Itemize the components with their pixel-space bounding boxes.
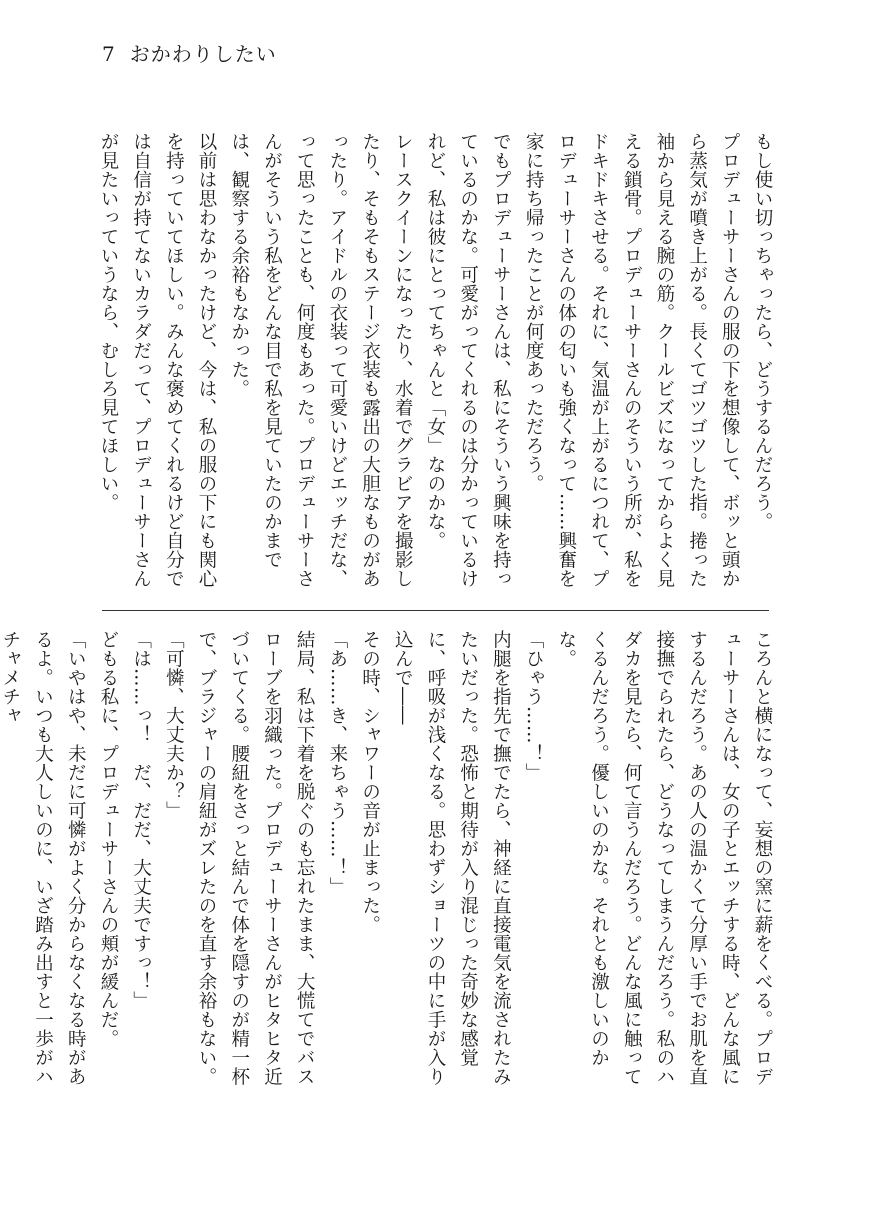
chapter-title: おかわりしたい xyxy=(129,42,277,66)
text-block-lower xyxy=(0,630,778,1100)
running-header xyxy=(102,38,277,67)
paragraph: 以前は思わなかったけど、今は、私の服の下にも関心を持っていてほしい。みんな褒めてくれるけど自分では自信が持てないカラダだって、プロデューサーさんが見たいっていうなら、むしろ見てほしい。 xyxy=(97,132,218,588)
text-block-upper xyxy=(97,132,778,592)
paragraph: どもる私に、プロデューサーさんの頬が緩んだ。 xyxy=(97,630,119,1048)
paragraph: ころんと横になって、妄想の窯に薪をくべる。プロデューサーさんは、女の子とエッチする時、どんな風にするんだろう。あの人の温かくて分厚い手でお肌を直接撫でられたら、どうなってしまうんだろう。私のハダカを見たら、何て言うんだろう。どんな風に触ってくるんだろう。優しいのかな。それとも激しいのかな。 xyxy=(555,630,773,1086)
paragraph: もし使い切っちゃったら、どうするんだろう。 xyxy=(752,132,773,531)
paragraph: でもプロデューサーさんは、私にそういう興味を持っているのかな。可愛がってくれるのは分かっているけれど、私は彼にとってちゃんと「女」なのかな。 xyxy=(424,132,512,588)
paragraph: 結局、私は下着を脱ぐのも忘れたまま、大慌てでバスローブを羽織った。プロデューサーさんがヒタヒタ近づいてくる。腰紐をさっと結んで体を隠すのが精一杯で、ブラジャーの肩紐がズレたのを直す余裕もない。 xyxy=(196,630,316,1086)
chapter-number: 7 xyxy=(102,42,116,66)
paragraph: 「いやはや、未だに可憐がよく分からなくなる時があるよ。いつも大人しいのに、いざ踏み出すと一歩がハチャメチャ xyxy=(0,630,87,1086)
paragraph: 「可憐、大丈夫か？」 xyxy=(163,630,185,820)
tier-divider xyxy=(102,610,769,611)
paragraph: 内腿を指先で撫でたら、神経に直接電気を流されたみたいだった。恐怖と期待が入り混じった奇妙な感覚に、呼吸が浅くなる。思わずショーツの中に手が入り込んで―― xyxy=(392,630,512,1086)
paragraph: 「は……っ！ だ、だだ、大丈夫ですっ！」 xyxy=(130,630,152,1010)
paragraph: 「ひゃう……！」 xyxy=(523,630,545,782)
paragraph: プロデューサーさんの服の下を想像して、ボッと頭から蒸気が噴き上がる。長くてゴツゴツした指。捲った袖から見える腕の筋。クールビズになってからよく見える鎖骨。プロデューサーさんのそういう所が、私をドキドキさせる。それに、気温が上がるにつれて、プロデューサーさんの体の匂いも強くなって……興奮を家に持ち帰ったことが何度あっただろう。 xyxy=(523,132,741,588)
paragraph: レースクイーンになったり、水着でグラビアを撮影したり、そもそもステージ衣装も露出の大胆なものがあったり。アイドルの衣装って可愛いけどエッチだな、って思ったことも、何度もあった。プロデューサーさんがそういう私をどんな目で私を見ていたのかまでは、観察する余裕もなかった。 xyxy=(228,132,414,588)
paragraph: その時、シャワーの音が止まった。 xyxy=(359,630,381,934)
paragraph: 「あ……き、来ちゃう……！」 xyxy=(326,630,348,896)
